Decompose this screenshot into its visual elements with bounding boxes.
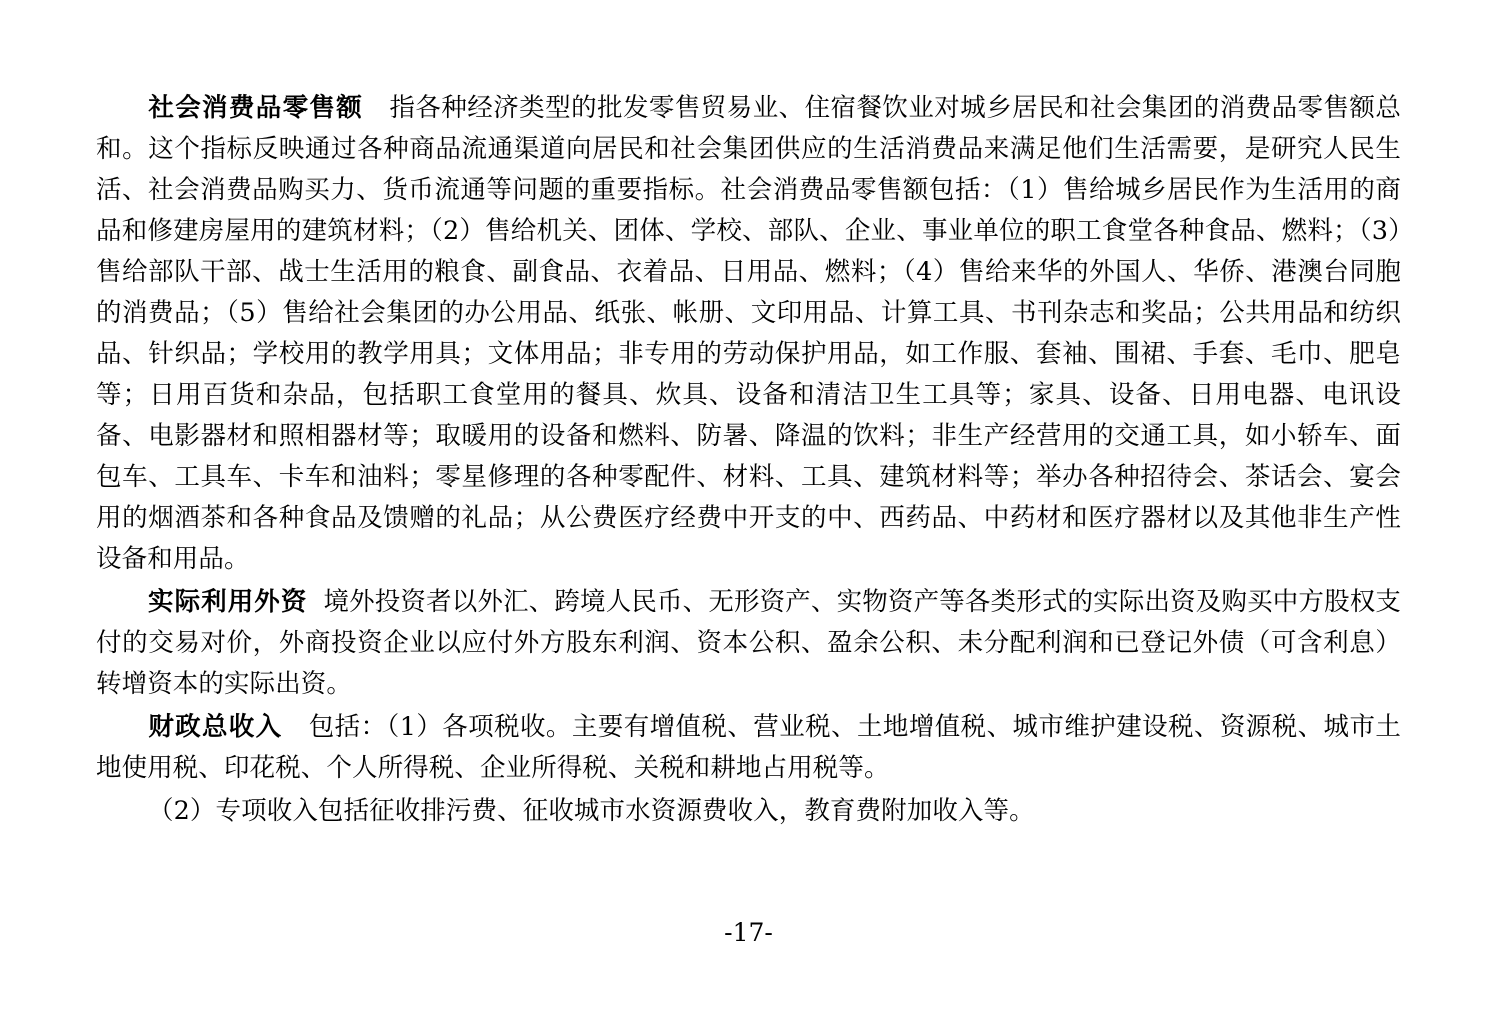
- paragraph-special-revenue: [96, 791, 1401, 832]
- paragraph-body: 境外投资者以外汇、跨境人民币、无形资产、实物资产等各类形式的实际出资及购买中方股权支付的交易对价，外商投资企业以应付外方股东利润、资本公积、盈余公积、未分配利润和已登记外债（可含利息）转增资本的实际出资。: [96, 587, 1401, 699]
- term-heading: 实际利用外资: [148, 587, 308, 617]
- paragraph-foreign-investment: [96, 582, 1401, 705]
- term-heading: 社会消费品零售额: [148, 93, 364, 123]
- page-number: -17-: [724, 918, 773, 947]
- paragraph-body: 包括：（1）各项税收。主要有增值税、营业税、土地增值税、城市维护建设税、资源税、城市土地使用税、印花税、个人所得税、企业所得税、关税和耕地占用税等。: [96, 712, 1401, 783]
- paragraph-fiscal-revenue: [96, 707, 1401, 789]
- paragraph-body: （2）专项收入包括征收排污费、征收城市水资源费收入，教育费附加收入等。: [148, 796, 1035, 826]
- paragraph-retail-sales: [96, 88, 1401, 580]
- paragraph-body: 指各种经济类型的批发零售贸易业、住宿餐饮业对城乡居民和社会集团的消费品零售额总和。这个指标反映通过各种商品流通渠道向居民和社会集团供应的生活消费品来满足他们生活需要，是研究人民生活、社会消费品购买力、货币流通等问题的重要指标。社会消费品零售额包括：（1）售给城乡居民作为生活用的商品和修建房屋用的建筑材料；（2）售给机关、团体、学校、部队、企业、事业单位的职工食堂各种食品、燃料；（3）售给部队干部、战士生活用的粮食、副食品、衣着品、日用品、燃料；（4）售给来华的外国人、华侨、港澳台同胞的消费品；（5）售给社会集团的办公用品、纸张、帐册、文印用品、计算工具、书刊杂志和奖品；公共用品和纺织品、针织品；学校用的教学用具；文体用品；非专用的劳动保护用品，如工作服、套袖、围裙、手套、毛巾、肥皂等；日用百货和杂品，包括职工食堂用的餐具、炊具、设备和清洁卫生工具等；家具、设备、日用电器、电讯设备、电影器材和照相器材等；取暖用的设备和燃料、防暑、降温的饮料；非生产经营用的交通工具，如小轿车、面包车、工具车、卡车和油料；零星修理的各种零配件、材料、工具、建筑材料等；举办各种招待会、茶话会、宴会用的烟酒茶和各种食品及馈赠的礼品；从公费医疗经费中开支的中、西药品、中药材和医疗器材以及其他非生产性设备和用品。: [96, 93, 1401, 574]
- term-heading: 财政总收入: [148, 712, 283, 742]
